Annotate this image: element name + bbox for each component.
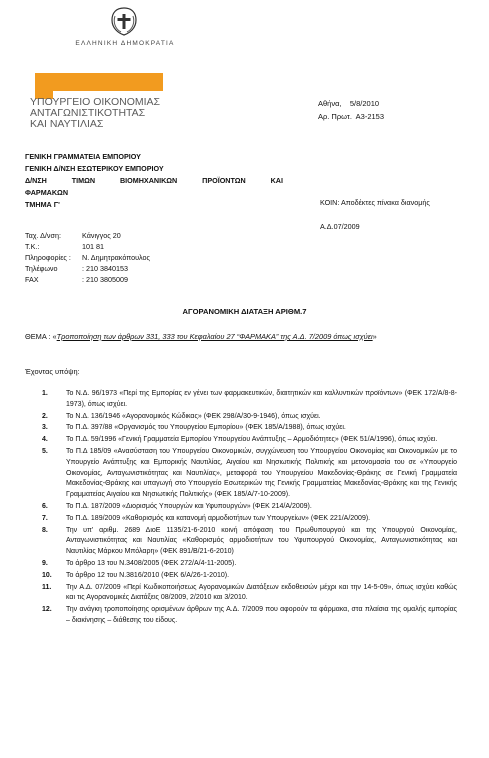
- subject-text: Τροποποίηση των άρθρων 331, 333 του Κεφαλαίου 27 “ΦΑΡΜΑΚΑ” της Α.Δ. 7/2009 όπως ισχύει: [56, 332, 373, 341]
- list-item: [42, 605, 457, 627]
- item-number: 6.: [42, 502, 48, 510]
- department-line-3: [25, 175, 283, 187]
- list-item: [42, 571, 457, 582]
- item-text: Το Ν.Δ. 136/1946 «Αγορανομικός Κώδικας» (ΦΕΚ 298/Α/30-9-1946), όπως ισχύει.: [66, 412, 321, 420]
- department-word: ΠΡΟΪΟΝΤΩΝ: [202, 176, 246, 185]
- ministry-logo-bar: [35, 73, 163, 91]
- date-block: [318, 97, 384, 123]
- department-word: Δ/ΝΣΗ: [25, 176, 47, 185]
- document-title: ΑΓΟΡΑΝΟΜΙΚΗ ΔΙΑΤΑΞΗ ΑΡΙΘΜ.7: [182, 307, 307, 316]
- item-text: Το Π.Δ. 187/2009 «Διορισμός Υπουργών και Υφυπουργών» (ΦΕΚ 214/Α/2009).: [66, 502, 312, 510]
- department-word: ΒΙΟΜΗΧΑΝΙΚΩΝ: [119, 176, 178, 185]
- item-number: 9.: [42, 559, 48, 567]
- department-line-1: ΓΕΝΙΚΗ ΓΡΑΜΜΑΤΕΙΑ ΕΜΠΟΡΙΟΥ: [25, 152, 141, 161]
- subject-end: »: [372, 332, 377, 341]
- item-text: Την Α.Δ. 07/2009 «Περί Κωδικοποιήσεως Αγορανομικών Διατάξεων εκδοθεισών μέχρι και την 14-5-09», όπως ισχύει καθώς και τις Αγορανομικές Διατάξεις 08/2009, 2/2010 και 3/2010.: [66, 583, 457, 602]
- greek-emblem-icon: [110, 6, 138, 36]
- contact-row: [25, 230, 150, 241]
- ministry-name: [30, 97, 180, 130]
- list-item: [42, 447, 457, 501]
- contact-row: [25, 252, 150, 263]
- ad-reference: Α.Δ.07/2009: [320, 222, 360, 231]
- contact-key: Ταχ. Δ/νση:: [25, 231, 61, 240]
- contact-block: [25, 230, 150, 285]
- ministry-line-2: ΑΝΤΑΓΩΝΙΣΤΙΚΟΤΗΤΑΣ: [30, 107, 146, 119]
- contact-key: Πληροφορίες :: [25, 253, 71, 262]
- subject: [25, 331, 455, 342]
- item-text: Το άρθρο 13 του Ν.3408/2005 (ΦΕΚ 272/Α/4-11-2005).: [66, 559, 237, 567]
- list-item: [42, 526, 457, 558]
- item-text: Την υπ' αριθμ. 2689 ΔιοΕ 1135/21-6-2010 κοινή απόφαση του Πρωθυπουργού και της Υπουργού Οικονομίας, Ανταγωνιστικότητας και Ναυτιλίας «Καθορισμός αρμοδιοτήτων του Υφυπουργού Οικονομίας, Ανταγωνιστικότητας και Ναυτιλίας Μάρκου Μπόλαρη» (ΦΕΚ 891/Β/21-6-2010): [66, 526, 457, 556]
- contact-value: : 210 3840153: [82, 264, 128, 273]
- item-number: 7.: [42, 514, 48, 522]
- contact-key: FAX: [25, 275, 39, 284]
- date-line: Αθήνα, 5/8/2010: [318, 99, 380, 108]
- item-text: Το Ν.Δ. 96/1973 «Περί της Εμπορίας εν γένει των φαρμακευτικών, διαιτητικών και καλλυντικών προϊόντων» (ΦΕΚ 172/Α/8-8-1973), όπως ισχύει.: [66, 390, 457, 408]
- item-text: Την ανάγκη τροποποίησης ορισμένων άρθρων της Α.Δ. 7/2009 που αφορούν τα φάρμακα, στα πλαίσια της ομαλής εμπορίας – διακίνησης – διάθεσης του είδους.: [66, 606, 457, 624]
- considerations-list: [42, 389, 457, 628]
- contact-key: Τ.Κ.:: [25, 242, 40, 251]
- department-word: ΚΑΙ: [270, 176, 283, 185]
- item-number: 3.: [42, 424, 48, 432]
- ministry-line-1: ΥΠΟΥΡΓΕΙΟ ΟΙΚΟΝΟΜΙΑΣ: [30, 96, 161, 108]
- item-number: 11.: [42, 583, 52, 591]
- recipients-line: ΚΟΙΝ: Αποδέκτες πίνακα διανομής: [320, 198, 430, 207]
- contact-row: [25, 263, 150, 274]
- protocol-line: Αρ. Πρωτ. Α3-2153: [318, 112, 385, 121]
- item-text: Το άρθρο 12 του Ν.3816/2010 (ΦΕΚ 6/Α/26-1-2010).: [66, 571, 230, 579]
- item-number: 12.: [42, 606, 52, 614]
- item-number: 1.: [42, 390, 48, 397]
- item-text: Το Π.Δ. 189/2009 «Καθορισμός και κατανομή αρμοδιοτήτων των Υπουργείων» (ΦΕΚ 221/Α/2009).: [66, 514, 371, 522]
- department-header: [25, 151, 285, 211]
- list-item: [42, 389, 457, 411]
- list-item: [42, 559, 457, 570]
- subject-label: ΘΕΜΑ : «: [25, 332, 57, 341]
- item-number: 10.: [42, 571, 52, 579]
- department-line-4: ΦΑΡΜΑΚΩΝ: [25, 188, 69, 197]
- ministry-line-3: ΚΑΙ ΝΑΥΤΙΛΙΑΣ: [30, 118, 104, 130]
- department-line-5: ΤΜΗΜΑ Γ': [25, 200, 60, 209]
- item-text: Το Π.Δ 185/09 «Ανασύσταση του Υπουργείου Οικονομικών, συγχώνευση του Υπουργείου Οικονομίας και Οικονομικών με το Υπουργείο Ανάπτυξης και Εμπορικής Ναυτιλίας, Αιγαίου και Νησιωτικής Πολιτικής και μετονομασία του σε «Υπουργείο Οικονομίας, Ανταγωνιστικότητας και Ναυτιλίας», μεταφορά του Υπουργείου Μακεδονίας-Θράκης σε Γενική Γραμματεία Μακεδονίας-Θράκης και υπαγωγή στο Υπουργείο Εσωτερικών της Γενικής Γραμματείας Μακεδονίας-Θράκης και της Γενικής Γραμματείας Αιγαίου και Νησιωτικής Πολιτικής» (ΦΕΚ 185/Α/7-10-2009).: [66, 447, 457, 499]
- item-number: 4.: [42, 436, 48, 444]
- contact-value: Κάνιγγος 20: [82, 231, 121, 240]
- department-word: ΤΙΜΩΝ: [71, 176, 96, 185]
- contact-value: : 210 3805009: [82, 275, 128, 284]
- contact-row: [25, 274, 150, 285]
- item-number: 5.: [42, 447, 48, 455]
- republic-name: ΕΛΛΗΝΙΚΗ ΔΗΜΟΚΡΑΤΙΑ: [75, 40, 175, 47]
- list-item: [42, 435, 457, 446]
- contact-value: Ν. Δημητρακόπουλος: [82, 253, 150, 262]
- contact-key: Τηλέφωνο: [25, 264, 58, 273]
- list-item: [42, 412, 457, 423]
- list-item: [42, 514, 457, 525]
- item-number: 8.: [42, 526, 48, 534]
- list-item: [42, 583, 457, 605]
- department-line-2: ΓΕΝΙΚΗ Δ/ΝΣΗ ΕΣΩΤΕΡΙΚΟΥ ΕΜΠΟΡΙΟΥ: [25, 164, 164, 173]
- contact-row: [25, 241, 150, 252]
- considering-heading: Έχοντας υπόψη:: [25, 367, 80, 376]
- list-item: [42, 502, 457, 513]
- contact-value: 101 81: [82, 242, 104, 251]
- item-text: Το Π.Δ. 59/1996 «Γενική Γραμματεία Εμπορίου Υπουργείου Ανάπτυξης – Αρμοδιότητες» (ΦΕΚ 51/Α/1996), όπως ισχύει.: [66, 436, 438, 444]
- item-number: 2.: [42, 412, 48, 420]
- item-text: Το Π.Δ. 397/88 «Οργανισμός του Υπουργείου Εμπορίου» (ΦΕΚ 185/Α/1988), όπως ισχύει.: [66, 424, 346, 432]
- list-item: [42, 423, 457, 434]
